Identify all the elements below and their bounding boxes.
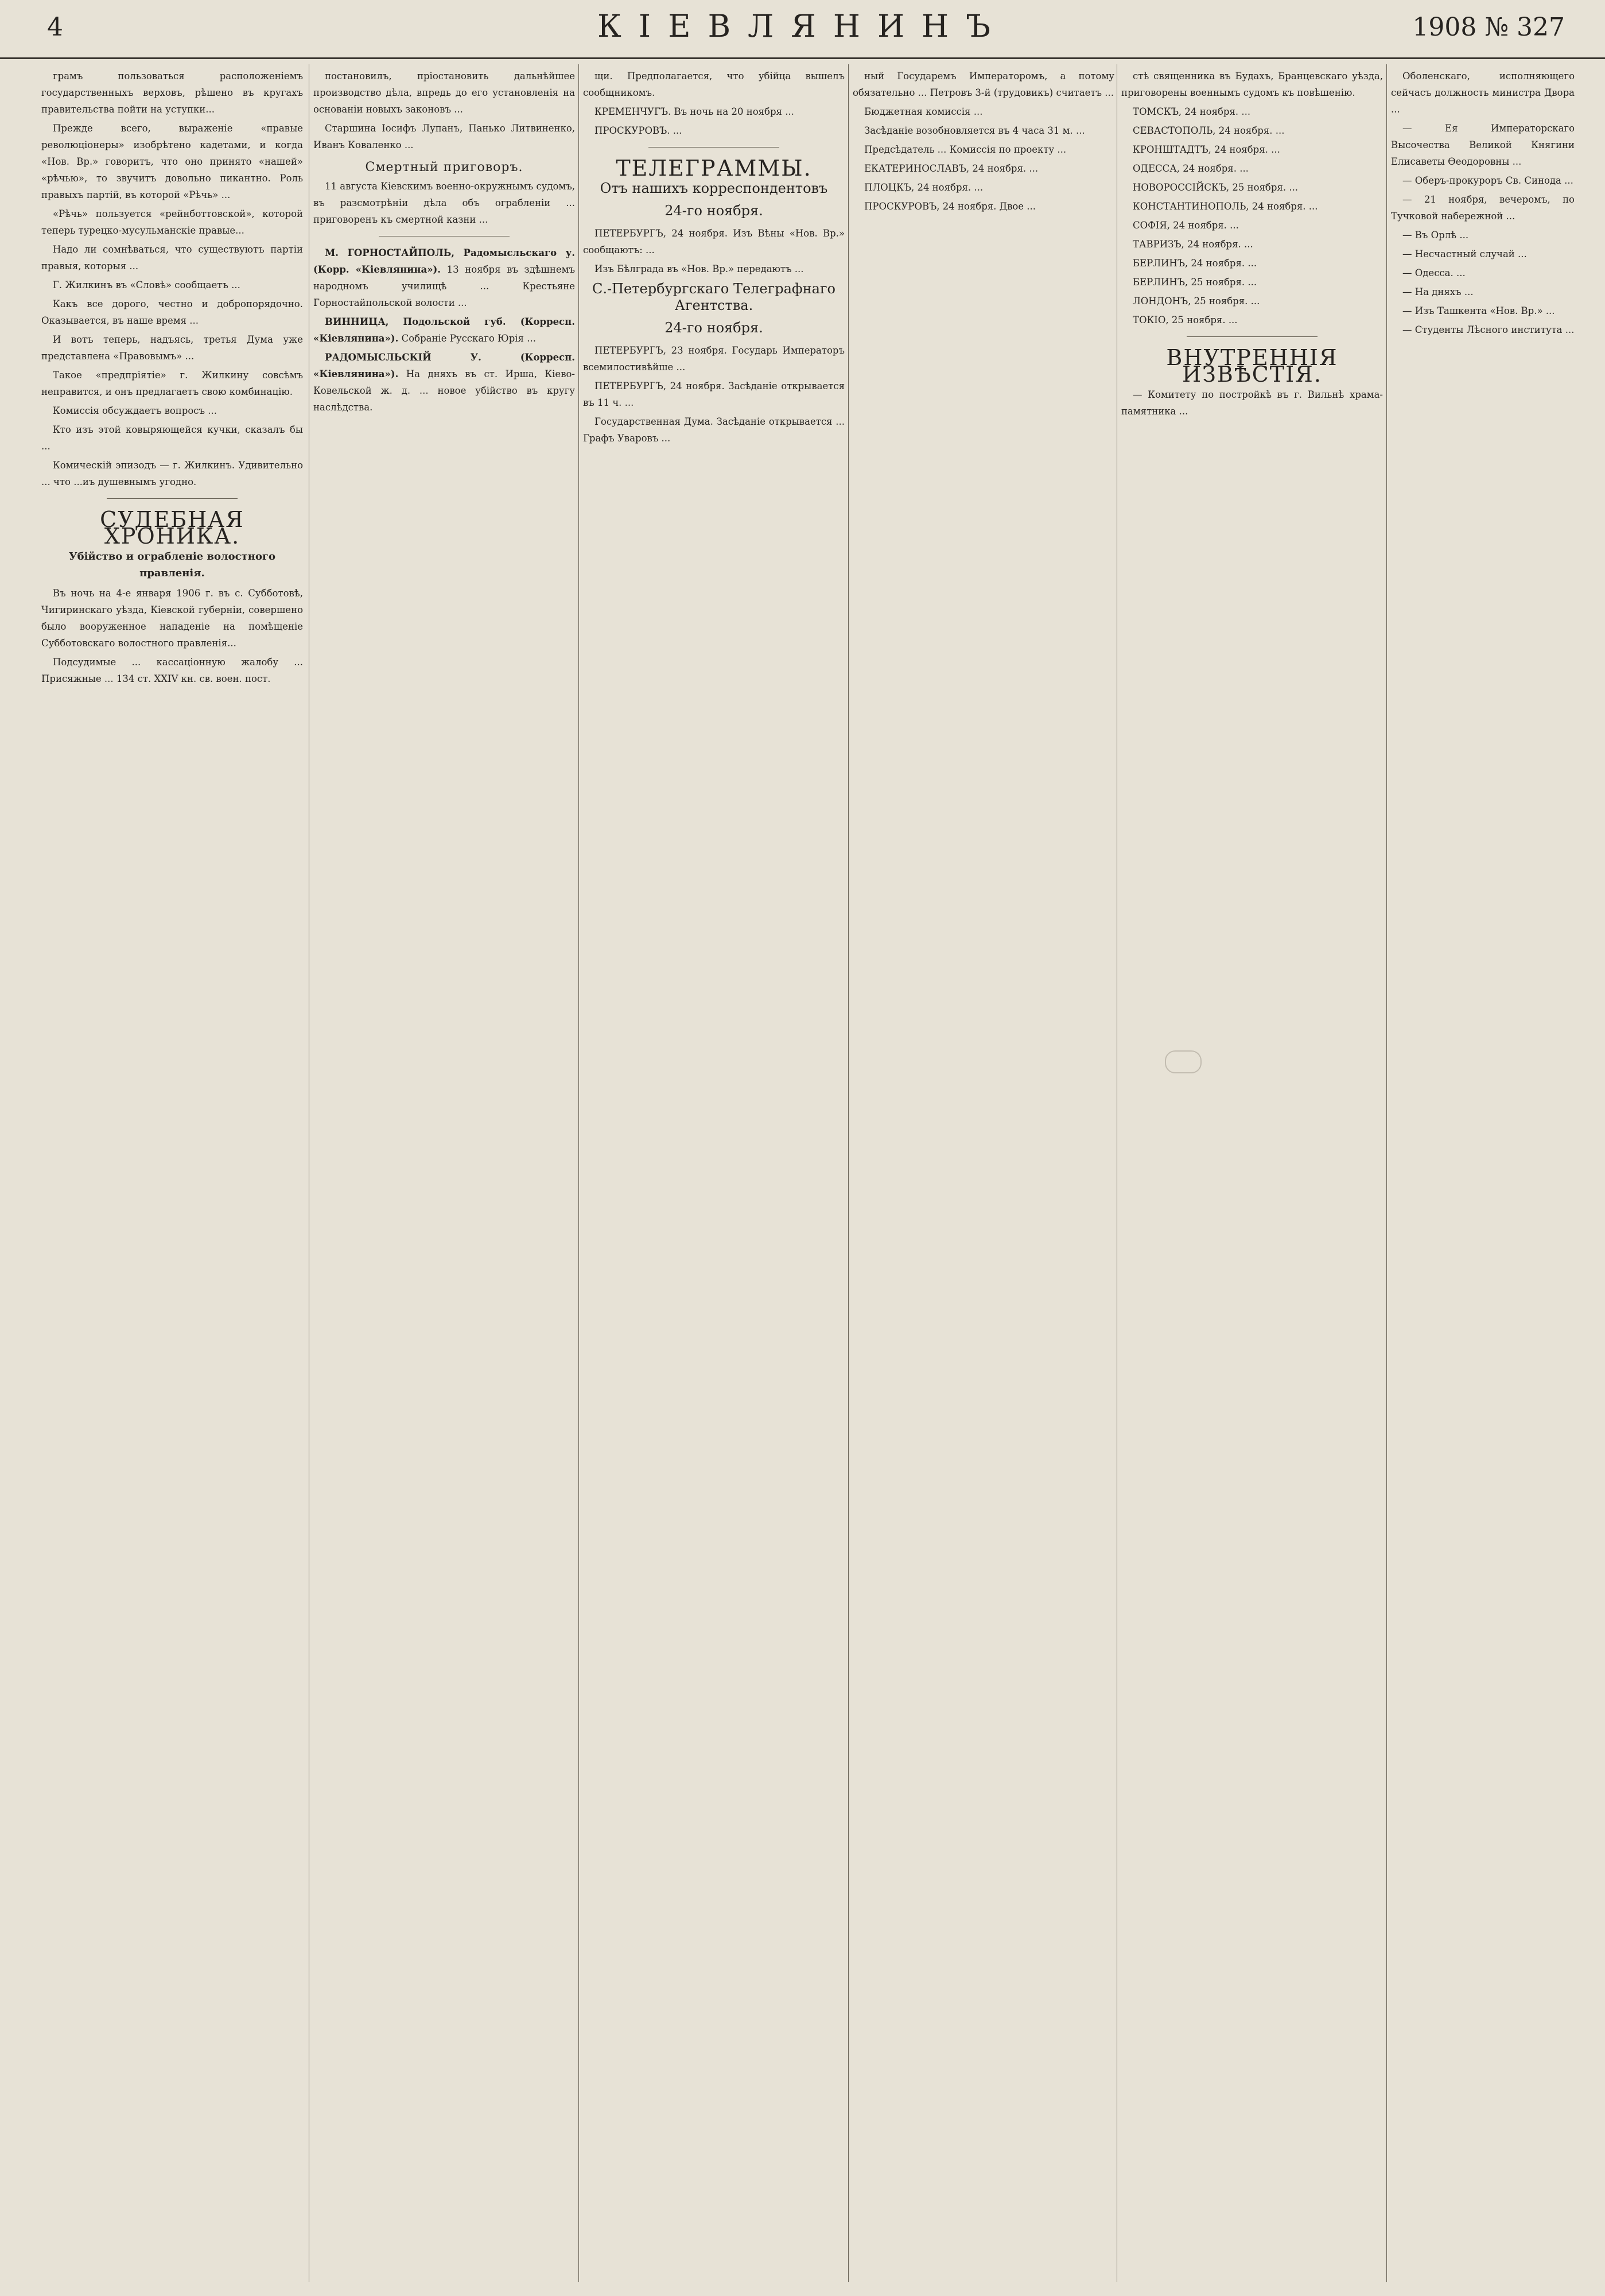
article-paragraph: Надо ли сомнѣваться, что существуютъ партіи правыя, которыя ...: [41, 244, 303, 272]
article-paragraph: — Изъ Ташкента «Нов. Вр.» ...: [1402, 305, 1555, 316]
article-paragraph: Такое «предпріятіе» г. Жилкину совсѣмъ неправится, и онъ предлагаетъ свою комбинацію.: [41, 370, 303, 397]
news-text: 13 ноября въ здѣшнемъ народномъ училищѣ ... Крестьяне Горностайпольской волости ...: [313, 264, 575, 308]
article-paragraph: — Оберъ-прокуроръ Св. Синода ...: [1402, 175, 1573, 186]
news-dateline: М. ГОРНОСТАЙПОЛЬ, Радомысльскаго у. (Корр. «Кіевлянина»).: [313, 247, 575, 275]
article-paragraph: Прежде всего, выраженіе «правые революціонеры» изобрѣтено кадетами, и когда «Нов. Вр.» говоритъ, что оно принято «нашей» «рѣчью», то звучитъ довольно пикантно. Роль правыхъ партій, въ которой «Рѣчь» ...: [41, 123, 303, 200]
article-paragraph: БЕРЛИНЪ, 25 ноября. ...: [1133, 277, 1257, 288]
article-paragraph: — Ея Императорскаго Высочества Великой Княгини Елисаветы Ѳеодоровны ...: [1391, 123, 1575, 167]
article-paragraph: Кто изъ этой ковыряющейся кучки, сказалъ бы ...: [41, 424, 303, 452]
agency-heading: С.-Петербургскаго Телеграфнаго Агентства.: [592, 281, 835, 313]
column-rule: [578, 64, 579, 2282]
news-text: Собраніе Русскаго Юрія ...: [401, 333, 536, 344]
telegrams-date: 24-го ноября.: [664, 320, 763, 336]
masthead-title: КІЕВЛЯНИНЪ: [597, 8, 1008, 44]
article-paragraph: ТОМСКЪ, 24 ноября. ...: [1133, 106, 1251, 117]
news-dateline: РАДОМЫСЛЬСКІЙ У. (Корресп. «Кіевлянина»).: [313, 352, 575, 379]
section-divider: [107, 498, 238, 499]
article-paragraph: — Одесса. ...: [1402, 267, 1466, 278]
telegrams-date: 24-го ноября.: [664, 203, 763, 219]
article-paragraph: — Студенты Лѣсного института ...: [1402, 324, 1575, 335]
article-paragraph: Въ ночь на 4-е января 1906 г. въ с. Субботовѣ, Чигиринскаго уѣзда, Кіевской губерніи, совершено было вооруженное нападеніе на помѣщеніе Субботовскаго волостного правленія...: [41, 588, 303, 649]
article-paragraph: — Въ Орлѣ ...: [1402, 230, 1469, 241]
article-paragraph: ПРОСКУРОВЪ, 24 ноября. Двое ...: [864, 201, 1036, 212]
section-subheading: Убійство и ограбленіе волостного правленія.: [68, 550, 276, 579]
article-paragraph: НОВОРОССІЙСКЪ, 25 ноября. ...: [1133, 182, 1299, 193]
article-paragraph: Г. Жилкинъ въ «Словѣ» сообщаетъ ...: [53, 280, 240, 290]
page-header: [0, 0, 1605, 59]
article-paragraph: постановилъ, пріостановить дальнѣйшее производство дѣла, впредь до его установленія на основаніи новыхъ законовъ ...: [313, 71, 575, 115]
article-paragraph: ЕКАТЕРИНОСЛАВЪ, 24 ноября. ...: [864, 163, 1039, 174]
article-paragraph: ОДЕССА, 24 ноября. ...: [1133, 163, 1249, 174]
telegrams-heading: ТЕЛЕГРАММЫ.: [616, 156, 812, 181]
article-paragraph: КРОНШТАДТЪ, 24 ноября. ...: [1133, 144, 1280, 155]
section-heading: ВНУТРЕННІЯ ИЗВѢСТІЯ.: [1166, 345, 1338, 387]
section-divider: [1187, 336, 1318, 337]
telegram-item: ПЕТЕРБУРГЪ, 23 ноября. Государь Императоръ всемилостивѣйше ...: [583, 345, 845, 373]
column-rule: [848, 64, 849, 2282]
article-paragraph: ТАВРИЗЪ, 24 ноября. ...: [1133, 239, 1253, 250]
article-paragraph: — Комитету по постройкѣ въ г. Вильнѣ храма-памятника ...: [1121, 389, 1383, 417]
article-paragraph: стѣ священника въ Будахъ, Бранцевскаго уѣзда, приговорены военнымъ судомъ къ повѣшенію.: [1121, 71, 1383, 98]
telegrams-subheading: Отъ нашихъ корреспондентовъ: [600, 180, 828, 196]
article-paragraph: — 21 ноября, вечеромъ, по Тучковой набережной ...: [1391, 194, 1575, 222]
article-paragraph: ный Государемъ Императоромъ, а потому обязательно ... Петровъ 3-й (трудовикъ) считаетъ ...: [853, 71, 1114, 98]
article-paragraph: — Несчастный случай ...: [1402, 249, 1527, 259]
article-paragraph: — На дняхъ ...: [1402, 286, 1474, 297]
article-paragraph: Комиссія обсуждаетъ вопросъ ...: [53, 405, 217, 416]
article-paragraph: Предсѣдатель ... Комиссія по проекту ...: [864, 144, 1067, 155]
article-paragraph: ПЛОЦКЪ, 24 ноября. ...: [864, 182, 984, 193]
column-5: [1121, 68, 1383, 2283]
article-paragraph: ПРОСКУРОВЪ. ...: [594, 125, 682, 136]
column-2: [313, 68, 575, 2283]
news-item: [313, 313, 575, 347]
section-heading: Смертный приговоръ.: [365, 160, 523, 174]
article-paragraph: Старшина Іосифъ Лупанъ, Панько Литвиненко, Иванъ Коваленко ...: [313, 123, 575, 150]
news-item: [313, 245, 575, 311]
article-paragraph: СЕВАСТОПОЛЬ, 24 ноября. ...: [1133, 125, 1285, 136]
telegram-item: Государственная Дума. Засѣданіе открывается ... Графъ Уваровъ ...: [583, 416, 845, 444]
article-paragraph: ТОКІО, 25 ноября. ...: [1133, 315, 1238, 325]
news-dateline: ВИННИЦА, Подольской губ. (Корресп. «Кіевлянина»).: [313, 316, 575, 344]
telegram-item: ПЕТЕРБУРГЪ, 24 ноября. Изъ Вѣны «Нов. Вр.» сообщаютъ: ...: [583, 228, 845, 255]
article-paragraph: Комическій эпизодъ — г. Жилкинъ. Удивительно ... что ...иъ душевнымъ угодно.: [41, 460, 303, 487]
article-paragraph: СОФІЯ, 24 ноября. ...: [1133, 220, 1239, 231]
article-paragraph: Бюджетная комиссія ...: [864, 106, 983, 117]
article-paragraph: 11 августа Кіевскимъ военно-окружнымъ судомъ, въ разсмотрѣніи дѣла объ ограбленіи ... приговоренъ къ смертной казни ...: [313, 181, 575, 225]
article-paragraph: КОНСТАНТИНОПОЛЬ, 24 ноября. ...: [1133, 201, 1318, 212]
article-paragraph: Какъ все дорого, честно и добропорядочно. Оказывается, въ наше время ...: [41, 298, 303, 326]
telegram-item: Изъ Бѣлграда въ «Нов. Вр.» передаютъ ...: [594, 263, 804, 274]
article-paragraph: ЛОНДОНЪ, 25 ноября. ...: [1133, 296, 1260, 307]
column-3: [583, 68, 845, 2283]
issue-number: 1908 № 327: [1412, 13, 1565, 42]
section-divider: [648, 147, 779, 148]
section-heading: СУДЕБНАЯ ХРОНИКА.: [100, 507, 244, 549]
article-paragraph: щи. Предполагается, что убійца вышелъ сообщникомъ.: [583, 71, 845, 98]
page-number: 4: [47, 13, 63, 42]
article-paragraph: Подсудимые ... кассаціонную жалобу ... Присяжные ... 134 ст. XXIV кн. св. воен. пост.: [41, 657, 303, 684]
article-paragraph: БЕРЛИНЪ, 24 ноября. ...: [1133, 258, 1257, 269]
telegram-item: ПЕТЕРБУРГЪ, 24 ноября. Засѣданіе открывается въ 11 ч. ...: [583, 381, 845, 408]
article-paragraph: Засѣданіе возобновляется въ 4 часа 31 м. ...: [864, 125, 1085, 136]
news-item: [313, 349, 575, 416]
article-paragraph: И вотъ теперь, надъясь, третья Дума уже представлена «Правовымъ» ...: [41, 334, 303, 362]
column-6: [1391, 68, 1575, 2283]
column-4: [853, 68, 1114, 2283]
column-1: [41, 68, 303, 2283]
article-paragraph: КРЕМЕНЧУГЪ. Въ ночь на 20 ноября ...: [594, 106, 794, 117]
news-text: На дняхъ въ ст. Ирша, Кіево-Ковельской ж. д. ... новое убійство въ кругу наслѣдства.: [313, 369, 575, 413]
column-rule: [1386, 64, 1387, 2282]
article-paragraph: Оболенскаго, исполняющего сейчасъ должность министра Двора ...: [1391, 71, 1575, 115]
library-stamp: [1165, 1050, 1202, 1073]
article-paragraph: грамъ пользоваться расположеніемъ государственныхъ верховъ, рѣшено въ кругахъ правительства пойти на уступки...: [41, 71, 303, 115]
article-paragraph: «Рѣчь» пользуется «рейнботтовской», которой теперь турецко-мусульманскіе правые...: [41, 208, 303, 236]
